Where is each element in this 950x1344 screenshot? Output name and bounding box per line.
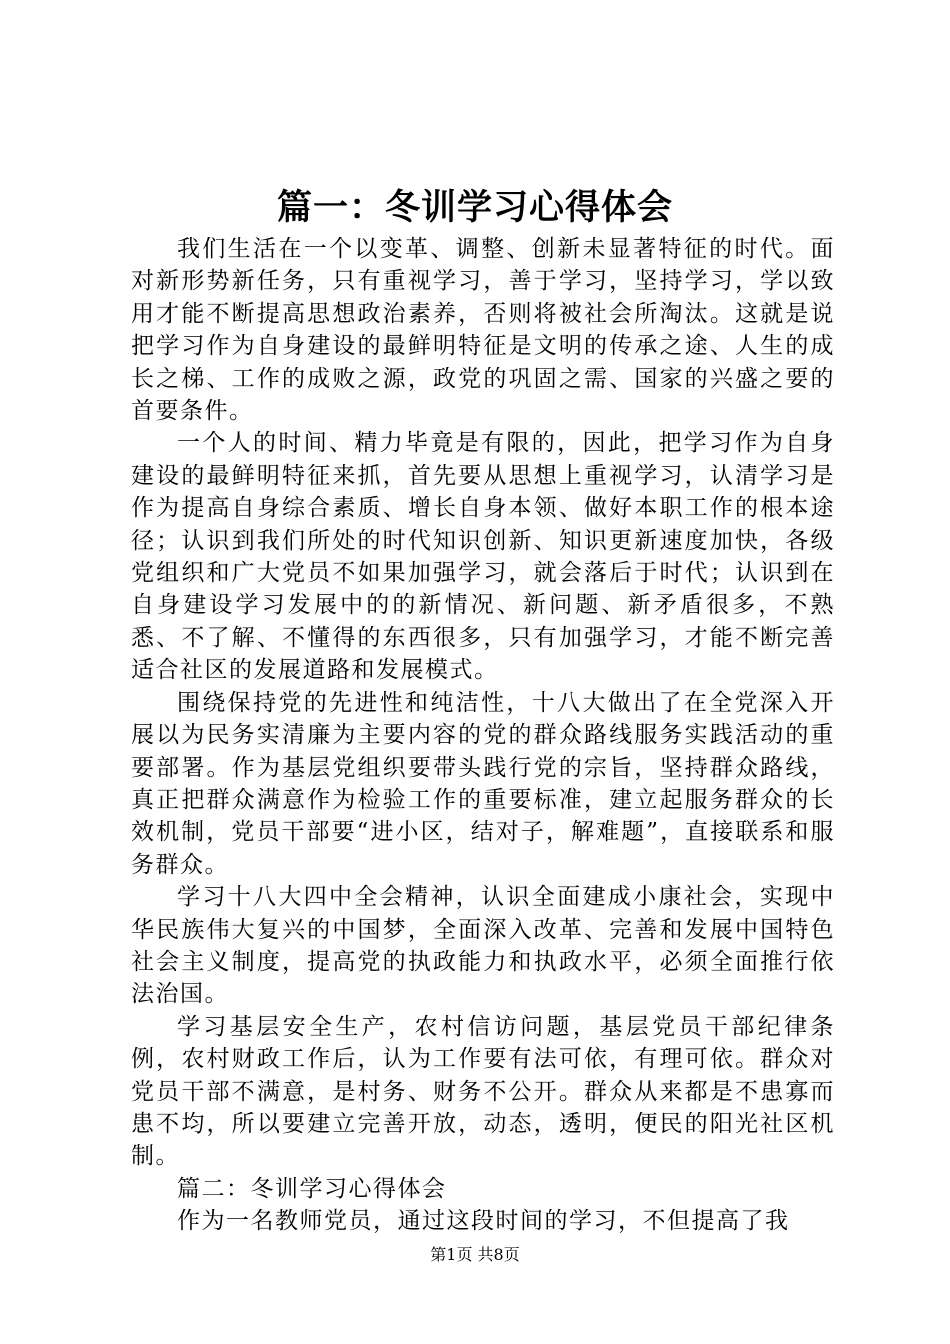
paragraph-5: 学习基层安全生产，农村信访问题，基层党员干部纪律条例，农村财政工作后，认为工作要有法可依，有理可依。群众对党员干部不满意，是村务、财务不公开。群众从来都是不患寡而患不均，所以要建立完善开放，动态，透明，便民的阳光社区机制。 (131, 1013, 835, 1170)
section-heading-2: 篇二：冬训学习心得体会 (177, 1175, 447, 1202)
paragraph-3: 围绕保持党的先进性和纯洁性，十八大做出了在全党深入开展以为民务实清廉为主要内容的党的群众路线服务实践活动的重要部署。作为基层党组织要带头践行党的宗旨，坚持群众路线，真正把群众满意作为检验工作的重要标准，建立起服务群众的长效机制，党员干部要“进小区，结对子，解难题”，直接联系和服务群众。 (131, 689, 835, 878)
paragraph-4: 学习十八大四中全会精神，认识全面建成小康社会，实现中华民族伟大复兴的中国梦，全面深入改革、完善和发展中国特色社会主义制度，提高党的执政能力和执政水平，必须全面推行依法治国。 (131, 884, 835, 1008)
page-footer: 第1页 共8页 (430, 1245, 520, 1264)
document-body (131, 233, 835, 1238)
paragraph-1: 我们生活在一个以变革、调整、创新未显著特征的时代。面对新形势新任务，只有重视学习，善于学习，坚持学习，学以致用才能不断提高思想政治素养，否则将被社会所淘汰。这就是说把学习作为自身建设的最鲜明特征是文明的传承之途、人生的成长之梯、工作的成败之源，政党的巩固之需、国家的兴盛之要的首要条件。 (131, 236, 835, 425)
paragraph-2: 一个人的时间、精力毕竟是有限的，因此，把学习作为自身建设的最鲜明特征来抓，首先要从思想上重视学习，认清学习是作为提高自身综合素质、增长自身本领、做好本职工作的根本途径；认识到我们所处的时代知识创新、知识更新速度加快，各级党组织和广大党员不如果加强学习，就会落后于时代；认识到在自身建设学习发展中的的新情况、新问题、新矛盾很多，不熟悉、不了解、不懂得的东西很多，只有加强学习，才能不断完善适合社区的发展道路和发展模式。 (131, 430, 835, 684)
paragraph-6: 作为一名教师党员，通过这段时间的学习，不但提高了我 (177, 1208, 790, 1235)
document-title: 篇一：冬训学习心得体会 (276, 187, 673, 228)
